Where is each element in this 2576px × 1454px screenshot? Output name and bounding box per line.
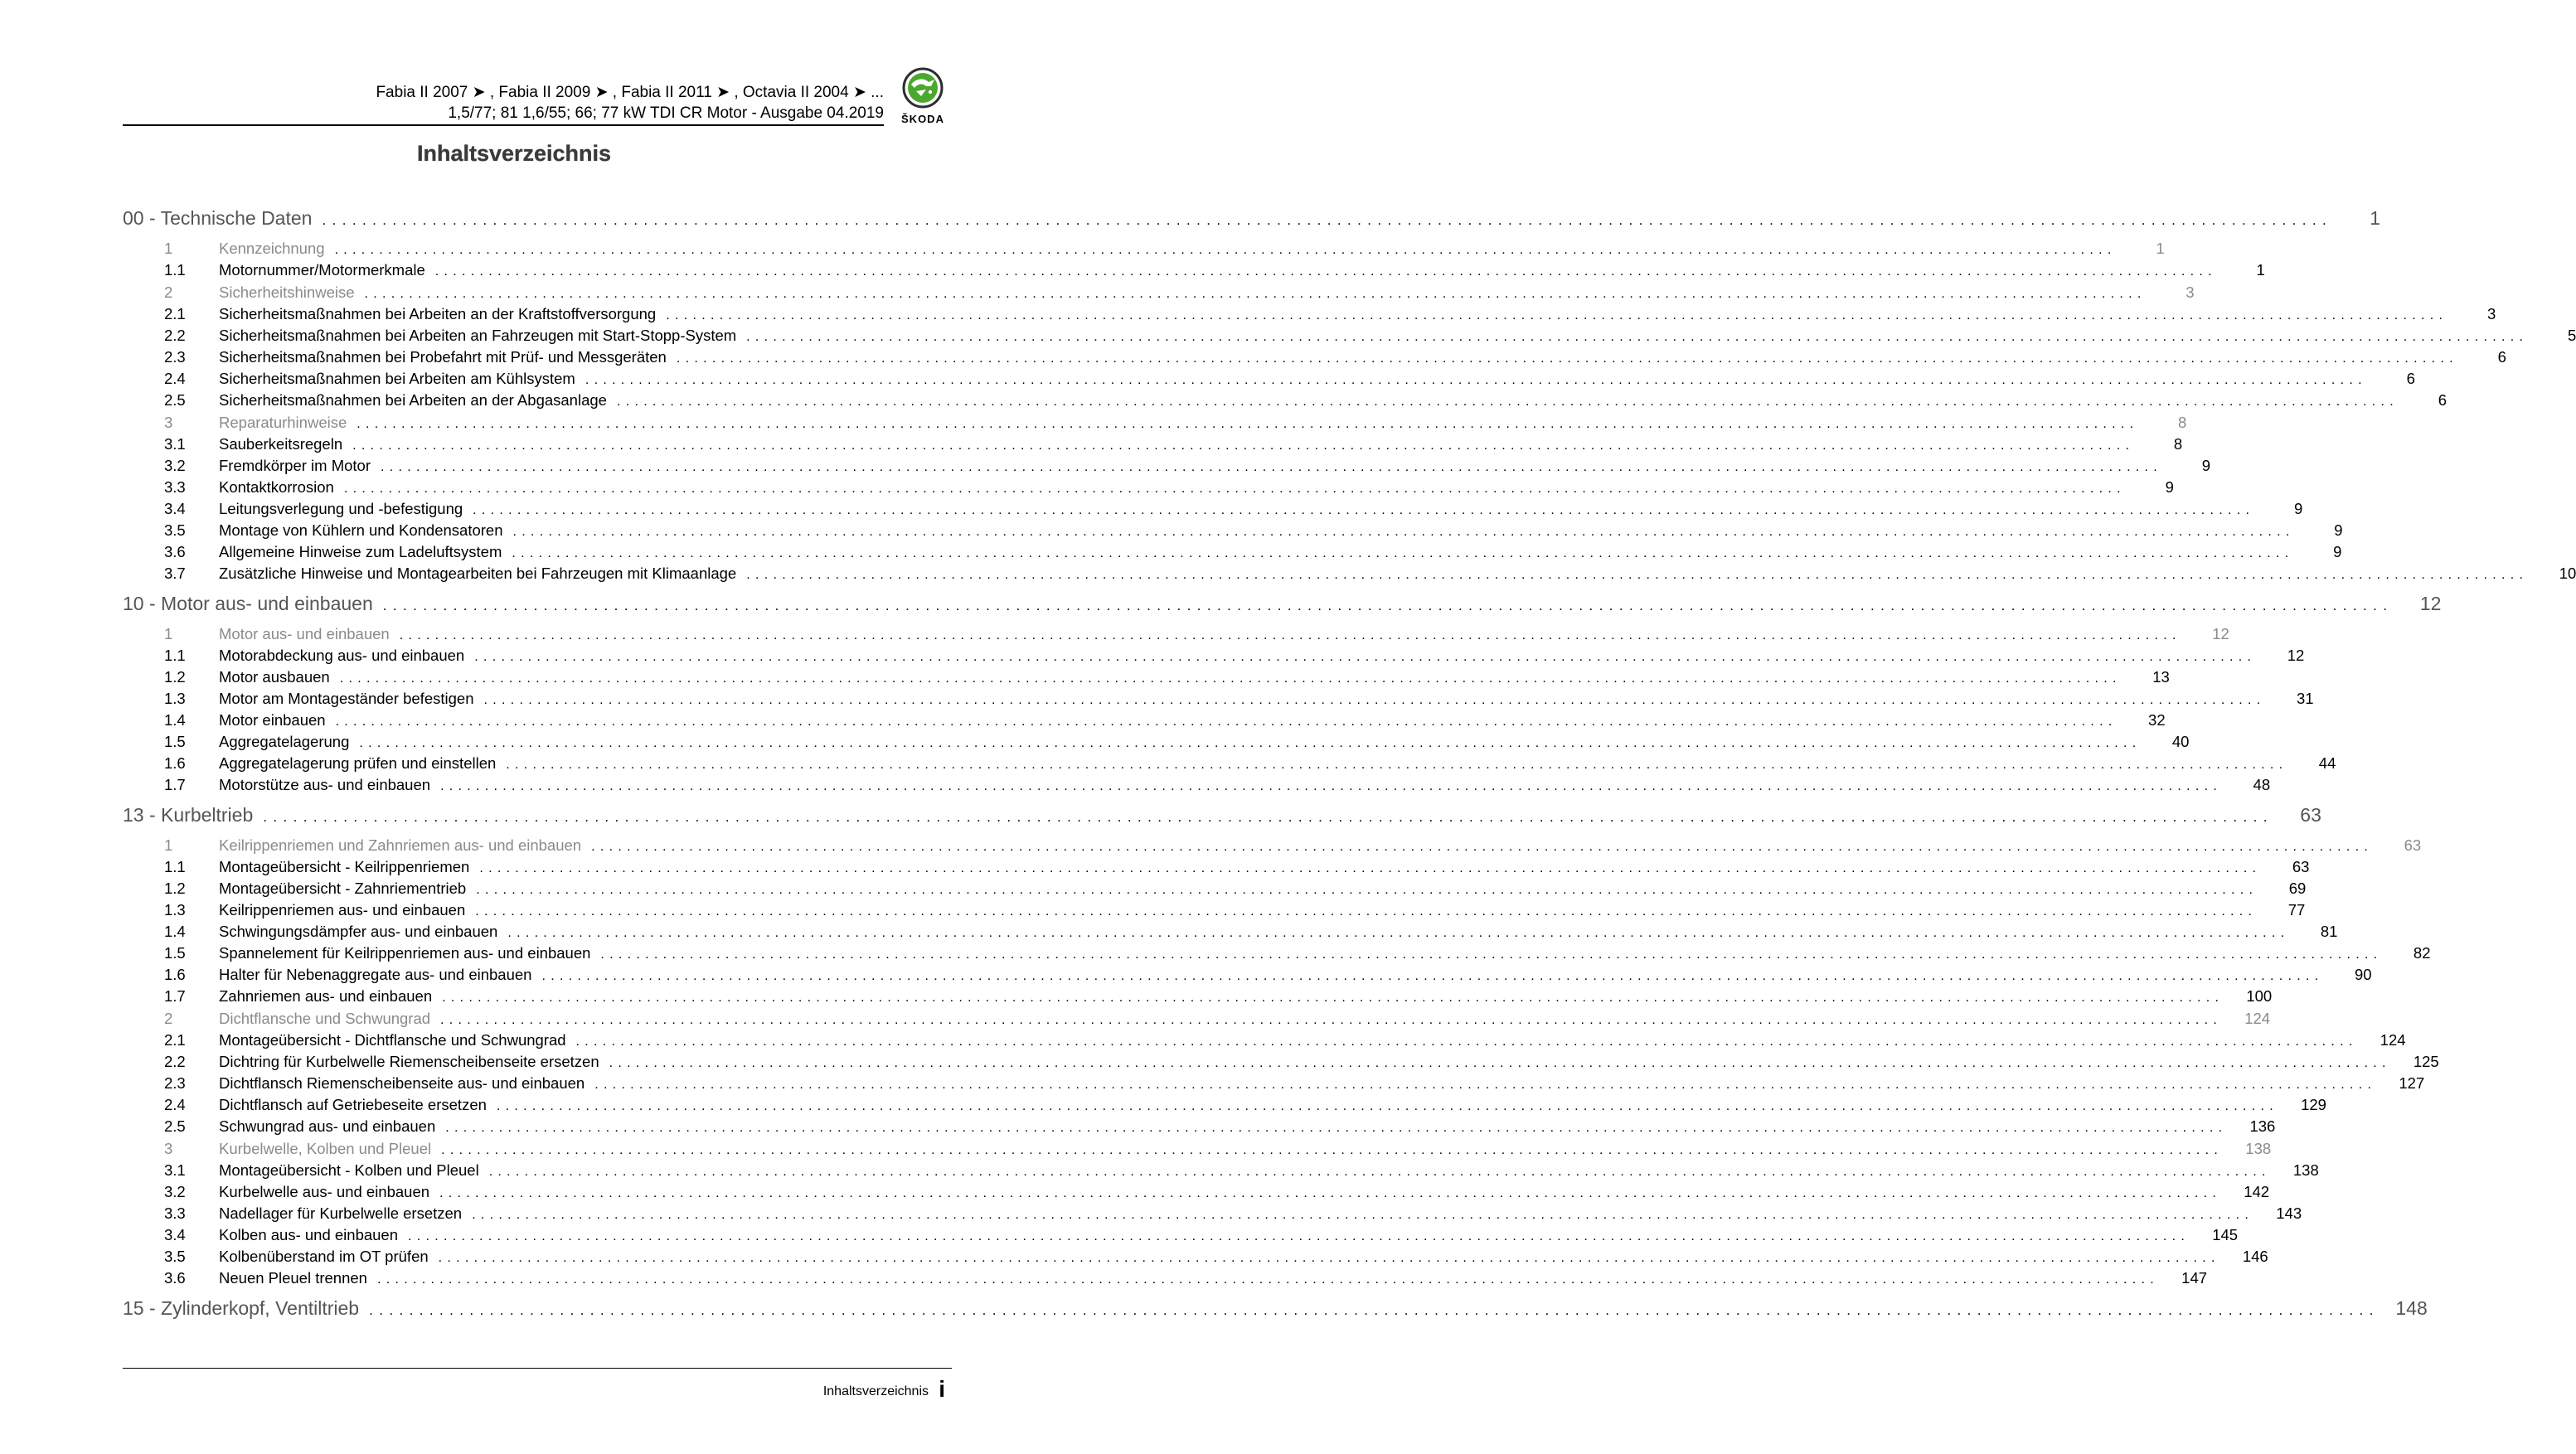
toc-dot-leader: ........................................................................................................................................................................................................ — [506, 758, 2288, 772]
toc-page-number: 12 — [2287, 647, 2305, 664]
toc-sub-row[interactable] — [123, 899, 2306, 921]
toc-entry-title: Zahnriemen aus- und einbauen — [219, 987, 433, 1005]
toc-entry-title: Montageübersicht - Kolben und Pleuel — [219, 1161, 479, 1179]
footer-label: Inhaltsverzeichnis — [822, 1384, 929, 1398]
toc-section-row[interactable] — [123, 623, 2229, 645]
toc-entry-number: 1.2 — [164, 880, 186, 897]
header-rule — [123, 124, 884, 126]
table-of-contents — [123, 199, 2576, 1327]
toc-dot-leader: ........................................................................................................................................................................................................ — [334, 243, 2117, 257]
toc-entry-title: Montageübersicht - Dichtflansche und Schwungrad — [219, 1031, 566, 1049]
toc-sub-row[interactable] — [123, 878, 2307, 899]
toc-entry-number: 1.1 — [164, 858, 186, 875]
toc-entry-title: Keilrippenriemen aus- und einbauen — [219, 901, 466, 918]
toc-sub-row[interactable] — [123, 688, 2314, 710]
toc-page-number: 142 — [2244, 1183, 2270, 1200]
toc-dot-leader: ........................................................................................................................................................................................................ — [263, 809, 2273, 825]
toc-entry-number: 3.3 — [164, 1204, 186, 1222]
toc-page-number: 9 — [2333, 543, 2342, 560]
toc-sub-row[interactable] — [123, 455, 2211, 477]
toc-page-number: 63 — [2300, 804, 2321, 826]
toc-sub-row[interactable] — [123, 1224, 2239, 1246]
toc-sub-row[interactable] — [123, 1116, 2276, 1137]
toc-sub-row[interactable] — [123, 1030, 2406, 1051]
toc-dot-leader: ........................................................................................................................................................................................................ — [666, 308, 2448, 322]
toc-page-number: 9 — [2165, 478, 2174, 496]
toc-sub-row[interactable] — [123, 710, 2166, 731]
page-header — [123, 80, 952, 124]
toc-sub-row[interactable] — [123, 303, 2496, 325]
toc-entry-title: Montageübersicht - Keilrippenriemen — [219, 858, 470, 875]
toc-chapter-row[interactable] — [123, 796, 2321, 834]
toc-sub-row[interactable] — [123, 856, 2310, 878]
toc-dot-leader: ........................................................................................................................................................................................................ — [476, 883, 2258, 897]
toc-sub-row[interactable] — [123, 347, 2506, 368]
toc-entry-number: 3.3 — [164, 478, 186, 496]
toc-dot-leader: ........................................................................................................................................................................................................ — [473, 503, 2255, 517]
toc-sub-row[interactable] — [123, 325, 2576, 347]
toc-entry-title: Kolben aus- und einbauen — [219, 1226, 399, 1243]
toc-entry-title: Motor am Montageständer befestigen — [219, 690, 474, 707]
toc-entry-title: Neuen Pleuel trennen — [219, 1269, 367, 1287]
toc-page-number: 10 — [2559, 565, 2576, 582]
toc-sub-row[interactable] — [123, 1267, 2208, 1289]
toc-dot-leader: ........................................................................................................................................................................................................ — [399, 628, 2181, 642]
toc-dot-leader: ........................................................................................................................................................................................................ — [575, 1035, 2358, 1049]
toc-entry-number: 2.4 — [164, 370, 186, 387]
toc-entry-title: Schwungrad aus- und einbauen — [219, 1117, 436, 1135]
toc-page-number: 125 — [2413, 1053, 2439, 1070]
toc-sub-row[interactable] — [123, 1181, 2270, 1203]
toc-page-number: 3 — [2486, 305, 2496, 322]
toc-page-number: 143 — [2276, 1204, 2302, 1222]
toc-entry-title: Sicherheitshinweise — [219, 284, 355, 301]
toc-dot-leader: ........................................................................................................................................................................................................ — [434, 264, 2217, 279]
toc-page-number: 124 — [2244, 1010, 2271, 1027]
toc-dot-leader: ........................................................................................................................................................................................................ — [440, 1013, 2223, 1027]
toc-page-number: 138 — [2245, 1140, 2272, 1157]
toc-dot-leader: ........................................................................................................................................................................................................ — [541, 969, 2324, 983]
toc-sub-row[interactable] — [123, 1160, 2319, 1181]
toc-page-number: 6 — [2497, 348, 2506, 366]
toc-dot-leader: ........................................................................................................................................................................................................ — [512, 546, 2294, 560]
toc-entry-title: Motor aus- und einbauen — [219, 625, 390, 642]
toc-page-number: 1 — [2156, 240, 2165, 257]
toc-entry-number: 1.1 — [164, 261, 186, 279]
header-engine-line: 1,5/77; 81 1,6/55; 66; 77 kW TDI CR Motor - Ausgabe 04.2019 — [448, 104, 884, 122]
toc-chapter-row[interactable] — [123, 199, 2381, 237]
toc-entry-number: 3.1 — [164, 1161, 186, 1179]
toc-entry-number: 2.3 — [164, 1074, 186, 1092]
toc-entry-title: Sicherheitsmaßnahmen bei Probefahrt mit Prüf- und Messgeräten — [219, 348, 667, 366]
toc-entry-title: Sicherheitsmaßnahmen bei Arbeiten am Kühlsystem — [219, 370, 575, 387]
toc-entry-number: 1.6 — [164, 754, 186, 772]
toc-sub-row[interactable] — [123, 774, 2271, 796]
toc-dot-leader: ........................................................................................................................................................................................................ — [352, 439, 2135, 453]
toc-page-number: 136 — [2249, 1117, 2276, 1135]
toc-entry-number: 1.5 — [164, 944, 186, 962]
toc-dot-leader: ........................................................................................................................................................................................................ — [479, 861, 2262, 875]
toc-dot-leader: ........................................................................................................................................................................................................ — [616, 395, 2399, 409]
toc-entry-number: 1 — [164, 240, 173, 257]
toc-page-number: 147 — [2181, 1269, 2208, 1287]
toc-entry-number: 2.5 — [164, 391, 186, 409]
toc-section-row[interactable] — [123, 281, 2195, 303]
toc-entry-title: Motor einbauen — [219, 711, 326, 729]
toc-entry-number: 1.4 — [164, 711, 186, 729]
toc-entry-number: 2.3 — [164, 348, 186, 366]
toc-entry-title: Dichtflansch Riemenscheibenseite aus- und einbauen — [219, 1074, 585, 1092]
toc-dot-leader: ........................................................................................................................................................................................................ — [376, 1272, 2160, 1287]
toc-dot-leader: ........................................................................................................................................................................................................ — [369, 1302, 2380, 1318]
toc-sub-row[interactable] — [123, 943, 2431, 964]
toc-entry-number: 3.7 — [164, 565, 186, 582]
toc-entry-title: Motorabdeckung aus- und einbauen — [219, 647, 465, 664]
toc-entry-title: Nadellager für Kurbelwelle ersetzen — [219, 1204, 463, 1222]
toc-entry-number: 2 — [164, 284, 173, 301]
toc-dot-leader: ........................................................................................................................................................................................................ — [357, 417, 2139, 431]
toc-entry-number: 1.7 — [164, 776, 186, 793]
toc-entry-title: Dichtring für Kurbelwelle Riemenscheibenseite ersetzen — [219, 1053, 599, 1070]
toc-entry-number: 1.5 — [164, 733, 186, 750]
toc-page-number: 1 — [2370, 207, 2381, 229]
toc-dot-leader: ........................................................................................................................................................................................................ — [382, 598, 2394, 613]
toc-entry-title: Allgemeine Hinweise zum Ladeluftsystem — [219, 543, 502, 560]
skoda-winged-arrow-logo-icon — [901, 66, 944, 109]
toc-entry-number: 2.2 — [164, 1053, 186, 1070]
toc-entry-title: Kennzeichnung — [219, 240, 325, 257]
toc-dot-leader: ........................................................................................................................................................................................................ — [445, 1121, 2228, 1135]
toc-entry-number: 3.2 — [164, 1183, 186, 1200]
toc-sub-row[interactable] — [123, 645, 2305, 666]
toc-dot-leader: ........................................................................................................................................................................................................ — [483, 693, 2266, 707]
toc-page-number: 69 — [2288, 880, 2307, 897]
toc-entry-title: Kolbenüberstand im OT prüfen — [219, 1248, 429, 1265]
toc-page-number: 40 — [2171, 733, 2190, 750]
toc-page-number: 9 — [2201, 457, 2211, 474]
toc-page-number: 63 — [2404, 836, 2422, 854]
toc-entry-number: 3 — [164, 1140, 173, 1157]
toc-dot-leader: ........................................................................................................................................................................................................ — [343, 482, 2126, 496]
toc-page-number: 81 — [2320, 923, 2338, 940]
toc-chapter-row[interactable] — [123, 584, 2442, 623]
toc-entry-number: 1.2 — [164, 668, 186, 686]
document-title: Inhaltsverzeichnis — [416, 141, 612, 166]
toc-page-number: 82 — [2413, 944, 2431, 962]
toc-sub-row[interactable] — [123, 563, 2576, 584]
toc-dot-leader: ........................................................................................................................................................................................................ — [364, 287, 2147, 301]
toc-entry-number: 1.1 — [164, 647, 186, 664]
toc-section-row[interactable] — [123, 1137, 2272, 1160]
toc-dot-leader: ........................................................................................................................................................................................................ — [438, 1251, 2220, 1265]
toc-sub-row[interactable] — [123, 921, 2338, 943]
toc-page-number: 13 — [2152, 668, 2170, 686]
toc-entry-number: 3.5 — [164, 521, 186, 539]
toc-page-number: 77 — [2287, 901, 2306, 918]
toc-sub-row[interactable] — [123, 1246, 2268, 1267]
toc-entry-number: 3.6 — [164, 543, 186, 560]
toc-page-number: 48 — [2253, 776, 2271, 793]
toc-page-number: 148 — [2395, 1297, 2428, 1319]
toc-entry-title: Schwingungsdämpfer aus- und einbauen — [219, 923, 498, 940]
toc-entry-number: 1.7 — [164, 987, 186, 1005]
toc-dot-leader: ........................................................................................................................................................................................................ — [380, 460, 2163, 474]
toc-entry-number: 3 — [164, 414, 173, 431]
toc-page-number: 6 — [2438, 391, 2447, 409]
toc-page-number: 129 — [2301, 1096, 2326, 1113]
toc-entry-title: Aggregatelagerung — [219, 733, 350, 750]
toc-entry-number: 2.4 — [164, 1096, 186, 1113]
toc-entry-title: Dichtflansch auf Getriebeseite ersetzen — [219, 1096, 487, 1113]
toc-page-number: 100 — [2246, 987, 2273, 1005]
toc-sub-row[interactable] — [123, 1094, 2326, 1116]
toc-dot-leader: ........................................................................................................................................................................................................ — [488, 1165, 2271, 1179]
toc-sub-row[interactable] — [123, 731, 2190, 753]
toc-page-number: 12 — [2212, 625, 2229, 642]
toc-sub-row[interactable] — [123, 368, 2415, 390]
toc-section-row[interactable] — [123, 1007, 2271, 1030]
toc-entry-number: 2.5 — [164, 1117, 186, 1135]
toc-entry-title: 00 - Technische Daten — [123, 207, 313, 229]
toc-sub-row[interactable] — [123, 753, 2336, 774]
toc-entry-title: Halter für Nebenaggregate aus- und einbauen — [219, 966, 532, 983]
toc-entry-title: Leitungsverlegung und -befestigung — [219, 500, 463, 517]
toc-entry-title: Spannelement für Keilrippenriemen aus- und einbauen — [219, 944, 591, 962]
toc-sub-row[interactable] — [123, 1073, 2425, 1094]
toc-dot-leader: ........................................................................................................................................................................................................ — [585, 373, 2367, 387]
toc-dot-leader: ........................................................................................................................................................................................................ — [746, 568, 2529, 582]
toc-dot-leader: ........................................................................................................................................................................................................ — [441, 1143, 2224, 1157]
toc-dot-leader: ........................................................................................................................................................................................................ — [442, 991, 2224, 1005]
toc-page-number: 124 — [2380, 1031, 2406, 1049]
toc-page-number: 44 — [2318, 754, 2336, 772]
toc-sub-row[interactable] — [123, 1051, 2439, 1073]
header-models-line: Fabia II 2007 ➤ , Fabia II 2009 ➤ , Fabia II 2011 ➤ , Octavia II 2004 ➤ ... — [376, 84, 884, 101]
toc-dot-leader: ........................................................................................................................................................................................................ — [472, 1208, 2254, 1222]
toc-section-row[interactable] — [123, 411, 2187, 434]
toc-entry-number: 1.6 — [164, 966, 186, 983]
toc-page-number: 12 — [2419, 593, 2442, 614]
toc-dot-leader: ........................................................................................................................................................................................................ — [507, 926, 2290, 940]
toc-chapter-row[interactable] — [123, 1289, 2428, 1327]
toc-entry-title: Zusätzliche Hinweise und Montagearbeiten bei Fahrzeugen mit Klimaanlage — [219, 565, 737, 582]
toc-sub-row[interactable] — [123, 259, 2265, 281]
toc-page-number: 9 — [2293, 500, 2303, 517]
toc-dot-leader: ........................................................................................................................................................................................................ — [609, 1056, 2391, 1070]
toc-dot-leader: ........................................................................................................................................................................................................ — [600, 948, 2383, 962]
toc-entry-number: 3.4 — [164, 500, 186, 517]
toc-dot-leader: ........................................................................................................................................................................................................ — [746, 330, 2529, 344]
toc-section-row[interactable] — [123, 834, 2422, 856]
toc-entry-number: 3.1 — [164, 435, 186, 453]
toc-sub-row[interactable] — [123, 986, 2273, 1007]
toc-page-number: 8 — [2173, 435, 2183, 453]
toc-entry-title: Motorstütze aus- und einbauen — [219, 776, 431, 793]
toc-entry-number: 1.3 — [164, 901, 186, 918]
toc-sub-row[interactable] — [123, 434, 2183, 455]
toc-entry-title: Sicherheitsmaßnahmen bei Arbeiten an Fahrzeugen mit Start-Stopp-System — [219, 327, 737, 344]
toc-entry-title: Kurbelwelle, Kolben und Pleuel — [219, 1140, 432, 1157]
toc-dot-leader: ........................................................................................................................................................................................................ — [322, 212, 2333, 228]
toc-entry-title: Montageübersicht - Zahnriementrieb — [219, 880, 467, 897]
toc-entry-title: Sauberkeitsregeln — [219, 435, 343, 453]
toc-entry-number: 1 — [164, 836, 173, 854]
toc-entry-number: 2.2 — [164, 327, 186, 344]
toc-entry-title: Kontaktkorrosion — [219, 478, 334, 496]
toc-entry-title: Keilrippenriemen und Zahnriemen aus- und einbauen — [219, 836, 582, 854]
toc-entry-number: 3.5 — [164, 1248, 186, 1265]
toc-dot-leader: ........................................................................................................................................................................................................ — [594, 1078, 2377, 1092]
toc-entry-title: 15 - Zylinderkopf, Ventiltrieb — [123, 1297, 360, 1319]
toc-page-number: 1 — [2256, 261, 2265, 279]
toc-entry-number: 2.1 — [164, 305, 186, 322]
toc-page-number: 8 — [2178, 414, 2187, 431]
toc-entry-number: 2.1 — [164, 1031, 186, 1049]
toc-entry-title: 10 - Motor aus- und einbauen — [123, 593, 373, 614]
toc-entry-title: 13 - Kurbeltrieb — [123, 804, 254, 826]
toc-entry-number: 3.6 — [164, 1269, 186, 1287]
toc-entry-number: 1.4 — [164, 923, 186, 940]
skoda-logo — [894, 66, 952, 126]
toc-page-number: 3 — [2185, 284, 2195, 301]
toc-entry-number: 3.4 — [164, 1226, 186, 1243]
toc-page-number: 32 — [2148, 711, 2166, 729]
toc-dot-leader: ........................................................................................................................................................................................................ — [339, 671, 2122, 686]
toc-dot-leader: ........................................................................................................................................................................................................ — [591, 840, 2374, 854]
toc-sub-row[interactable] — [123, 964, 2372, 986]
toc-entry-title: Sicherheitsmaßnahmen bei Arbeiten an der Kraftstoffversorgung — [219, 305, 657, 322]
toc-page-number: 146 — [2242, 1248, 2268, 1265]
toc-dot-leader: ........................................................................................................................................................................................................ — [496, 1099, 2278, 1113]
toc-dot-leader: ........................................................................................................................................................................................................ — [474, 650, 2257, 664]
toc-entry-number: 3.2 — [164, 457, 186, 474]
toc-dot-leader: ........................................................................................................................................................................................................ — [676, 351, 2458, 366]
toc-dot-leader: ........................................................................................................................................................................................................ — [439, 1186, 2222, 1200]
toc-dot-leader: ........................................................................................................................................................................................................ — [512, 525, 2295, 539]
toc-page-number: 9 — [2334, 521, 2343, 539]
toc-dot-leader: ........................................................................................................................................................................................................ — [359, 736, 2142, 750]
toc-page-number: 90 — [2354, 966, 2372, 983]
skoda-wordmark: ŠKODA — [901, 113, 944, 125]
toc-entry-title: Kurbelwelle aus- und einbauen — [219, 1183, 430, 1200]
toc-section-row[interactable] — [123, 237, 2165, 259]
toc-dot-leader: ........................................................................................................................................................................................................ — [335, 715, 2118, 729]
toc-page-number: 145 — [2212, 1226, 2239, 1243]
toc-sub-row[interactable] — [123, 520, 2343, 541]
toc-dot-leader: ........................................................................................................................................................................................................ — [440, 779, 2223, 793]
toc-page-number: 63 — [2292, 858, 2310, 875]
toc-page-number: 6 — [2406, 370, 2415, 387]
toc-entry-number: 2 — [164, 1010, 173, 1027]
toc-sub-row[interactable] — [123, 666, 2170, 688]
toc-dot-leader: ........................................................................................................................................................................................................ — [475, 904, 2258, 918]
toc-sub-row[interactable] — [123, 477, 2174, 498]
footer-rule — [123, 1368, 952, 1369]
toc-entry-title: Aggregatelagerung prüfen und einstellen — [219, 754, 497, 772]
toc-sub-row[interactable] — [123, 541, 2342, 563]
toc-dot-leader: ........................................................................................................................................................................................................ — [408, 1229, 2190, 1243]
toc-page-number: 5 — [2567, 327, 2576, 344]
toc-entry-title: Fremdkörper im Motor — [219, 457, 371, 474]
toc-page-number: 31 — [2296, 690, 2314, 707]
toc-entry-title: Reparaturhinweise — [219, 414, 347, 431]
toc-entry-title: Motornummer/Motormerkmale — [219, 261, 425, 279]
toc-sub-row[interactable] — [123, 390, 2447, 411]
toc-entry-title: Sicherheitsmaßnahmen bei Arbeiten an der Abgasanlage — [219, 391, 607, 409]
toc-entry-number: 1 — [164, 625, 173, 642]
toc-page-number: 138 — [2292, 1161, 2319, 1179]
toc-sub-row[interactable] — [123, 1203, 2302, 1224]
toc-entry-title: Motor ausbauen — [219, 668, 330, 686]
toc-entry-title: Montage von Kühlern und Kondensatoren — [219, 521, 503, 539]
toc-entry-number: 1.3 — [164, 690, 186, 707]
toc-entry-title: Dichtflansche und Schwungrad — [219, 1010, 431, 1027]
toc-sub-row[interactable] — [123, 498, 2303, 520]
toc-page-number: 127 — [2399, 1074, 2425, 1092]
footer-page-numeral: i — [939, 1376, 945, 1402]
